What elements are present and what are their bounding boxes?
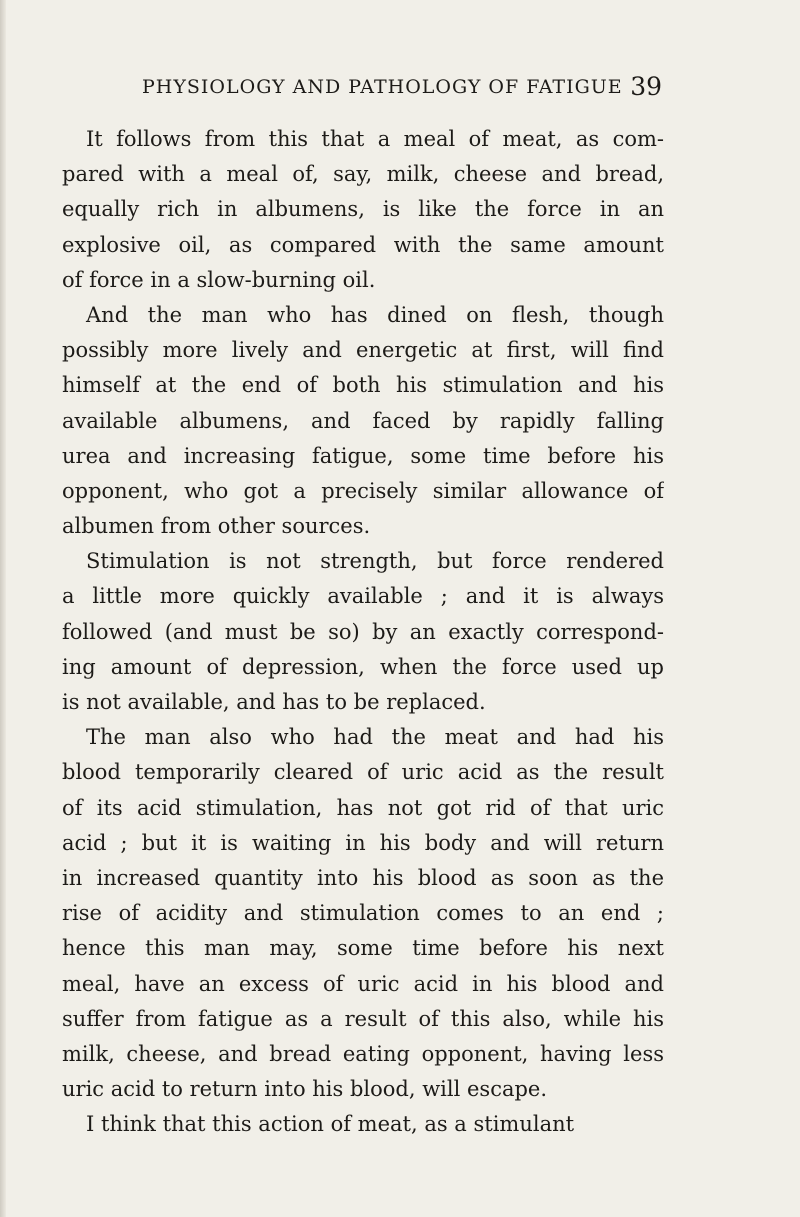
text-line: meal, have an excess of uric acid in his blood and — [62, 971, 664, 996]
text-line: rise of acidity and stimulation comes to an end ; — [62, 901, 664, 926]
text-line: ing amount of depression, when the force used up — [62, 654, 664, 679]
text-line: of its acid stimulation, has not got rid of that uric — [62, 795, 664, 820]
text-line: milk, cheese, and bread eating opponent, having less — [62, 1041, 664, 1066]
page-number: 39 — [630, 72, 662, 101]
text-line: blood temporarily cleared of uric acid as the result — [62, 760, 664, 785]
text-line: equally rich in albumens, is like the force in an — [62, 197, 664, 222]
text-line: pared with a meal of, say, milk, cheese and bread, — [62, 162, 664, 187]
text-line: uric acid to return into his blood, will escape. — [62, 1077, 548, 1102]
text-line: The man also who had the meat and had his — [86, 725, 664, 750]
text-line: opponent, who got a precisely similar allowance of — [62, 478, 664, 503]
text-line: possibly more lively and energetic at first, will find — [62, 338, 664, 363]
text-line: hence this man may, some time before his next — [62, 936, 664, 961]
page-edge — [0, 0, 6, 1217]
text-line: in increased quantity into his blood as soon as the — [62, 865, 664, 890]
text-line: It follows from this that a meal of meat, as com- — [86, 127, 664, 151]
text-line: acid ; but it is waiting in his body and will return — [62, 830, 664, 855]
text-line: explosive oil, as compared with the same amount — [62, 232, 664, 257]
text-line: a little more quickly available ; and it is always — [62, 584, 664, 609]
text-line: I think that this action of meat, as a stimulant — [86, 1112, 575, 1137]
text-line: albumen from other sources. — [62, 514, 371, 539]
text-line: is not available, and has to be replaced. — [62, 690, 486, 714]
running-title: PHYSIOLOGY AND PATHOLOGY OF FATIGUE — [142, 76, 623, 98]
text-line: urea and increasing fatigue, some time before his — [62, 443, 664, 468]
page-header — [142, 72, 662, 106]
text-line: suffer from fatigue as a result of this also, while his — [62, 1006, 664, 1031]
body-text — [62, 122, 664, 1142]
text-line: available albumens, and faced by rapidly falling — [62, 408, 664, 433]
text-line: himself at the end of both his stimulation and his — [62, 373, 664, 398]
text-line: And the man who has dined on flesh, though — [86, 302, 664, 327]
text-line: of force in a slow-burning oil. — [62, 267, 376, 292]
text-line: followed (and must be so) by an exactly correspond- — [62, 619, 664, 644]
text-line: Stimulation is not strength, but force rendered — [86, 549, 664, 574]
